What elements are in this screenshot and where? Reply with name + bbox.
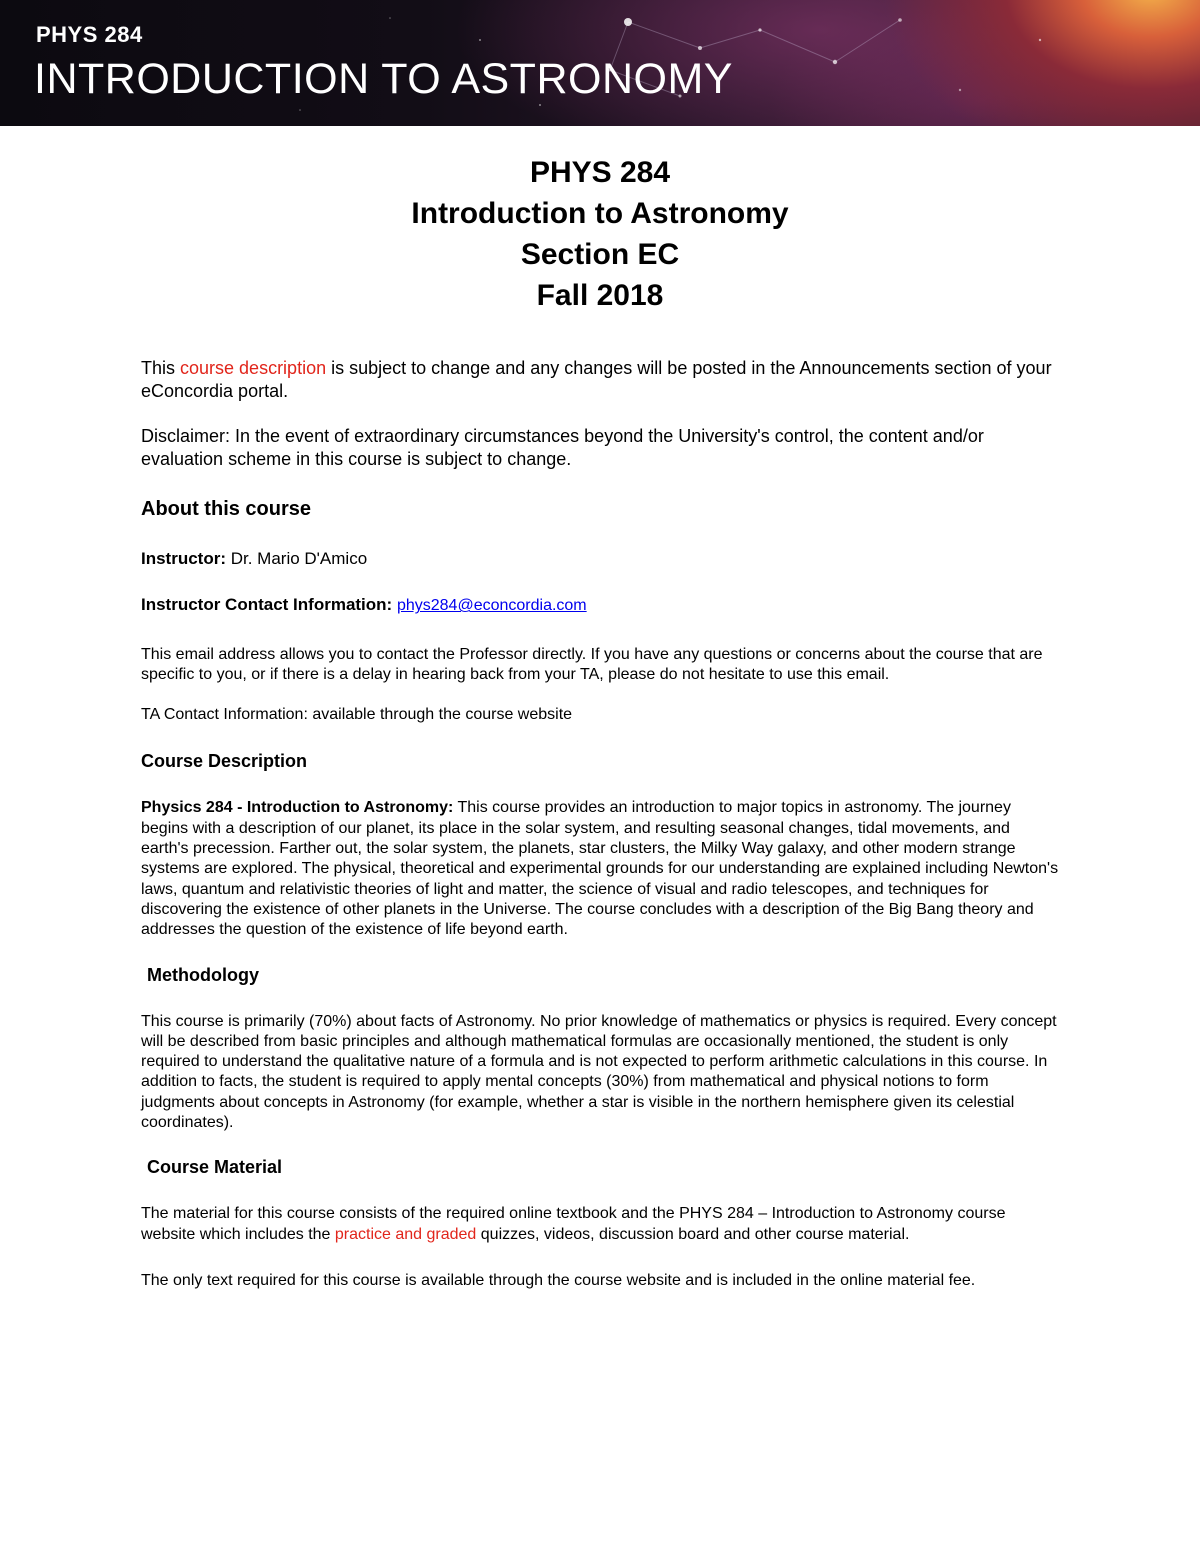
about-heading: About this course	[141, 498, 312, 520]
course-banner	[0, 0, 1200, 126]
course-description-body: This course provides an introduction to major topics in astronomy. The journey begins with a description of our planet, its place in the solar system, and resulting seasonal changes, tidal movements, and earth's precession. Farther out, the solar system, the planets, star clusters, the Milky Way galaxy, and other modern strange systems are explored. The physical, theoretical and experimental grounds for our understanding are explained including Newton's laws, quantum and relativistic theories of light and matter, the science of visual and radio telescopes, and techniques for discovering the existence of other planets in the Universe. The course concludes with a description of the Big Bang theory and addresses the question of the existence of life beyond earth.	[141, 799, 1059, 939]
term-heading: Fall 2018	[536, 279, 664, 312]
methodology-heading: Methodology	[147, 964, 259, 985]
instructor-name: Dr. Mario D'Amico	[226, 549, 368, 568]
email-note: This email address allows you to contact the Professor directly. If you have any questions or concerns about the course that are specific to you, or if there is a delay in hearing back from your TA, please do not hesitate to use this email.	[141, 645, 1043, 683]
course-title-heading: Introduction to Astronomy	[411, 197, 789, 230]
title-block	[0, 152, 1200, 316]
contact-label: Instructor Contact Information:	[141, 595, 393, 615]
banner-course-title: INTRODUCTION TO ASTRONOMY	[34, 55, 733, 103]
methodology-text: This course is primarily (70%) about facts of Astronomy. No prior knowledge of mathematics or physics is required. Every concept will be described from basic principles and although mathematical formulas are occasionally mentioned, the student is only required to understand the qualitative nature of a formula and is not expected to perform arithmetic calculations in this course. In addition to facts, the student is required to apply mental concepts (30%) from mathematical and physical notions to form judgments about concepts in Astronomy (for example, whether a star is visible in the northern hemisphere given its celestial coordinates).	[141, 1012, 1057, 1132]
course-code-heading: PHYS 284	[529, 156, 671, 189]
disclaimer: Disclaimer: In the event of extraordinary circumstances beyond the University's control, the content and/or evaluation scheme in this course is subject to change.	[141, 426, 984, 469]
instructor-line	[141, 549, 1061, 569]
change-notice-highlight: course description	[180, 358, 327, 378]
text-note: The only text required for this course is available through the course website and is included in the online material fee.	[141, 1271, 976, 1289]
banner-course-code: PHYS 284	[36, 22, 143, 47]
document-body	[141, 357, 1061, 1311]
change-notice-post: is subject to change and any changes will be posted in the Announcements section of your eConcordia portal.	[141, 358, 1052, 401]
course-material-post: quizzes, videos, discussion board and other course material.	[476, 1225, 910, 1243]
course-material-text	[141, 1204, 1061, 1245]
course-description-text	[141, 798, 1061, 940]
course-material-highlight: practice and graded	[334, 1225, 477, 1243]
course-description-heading: Course Description	[141, 751, 308, 772]
course-material-heading: Course Material	[147, 1157, 283, 1178]
change-notice-pre: This	[141, 358, 181, 378]
instructor-label: Instructor:	[141, 549, 226, 568]
contact-line	[141, 595, 1061, 616]
instructor-email-link[interactable]: phys284@econcordia.com	[396, 597, 587, 615]
course-material-pre: The material for this course consists of the required online textbook and the PHYS 284 – Introduction to Astronomy course website which includes the	[141, 1205, 1006, 1243]
course-description-lead: Physics 284 - Introduction to Astronomy:	[141, 799, 454, 817]
change-notice	[141, 357, 1061, 403]
ta-contact: TA Contact Information: available through the course website	[141, 706, 573, 724]
section-heading: Section EC	[520, 238, 680, 271]
